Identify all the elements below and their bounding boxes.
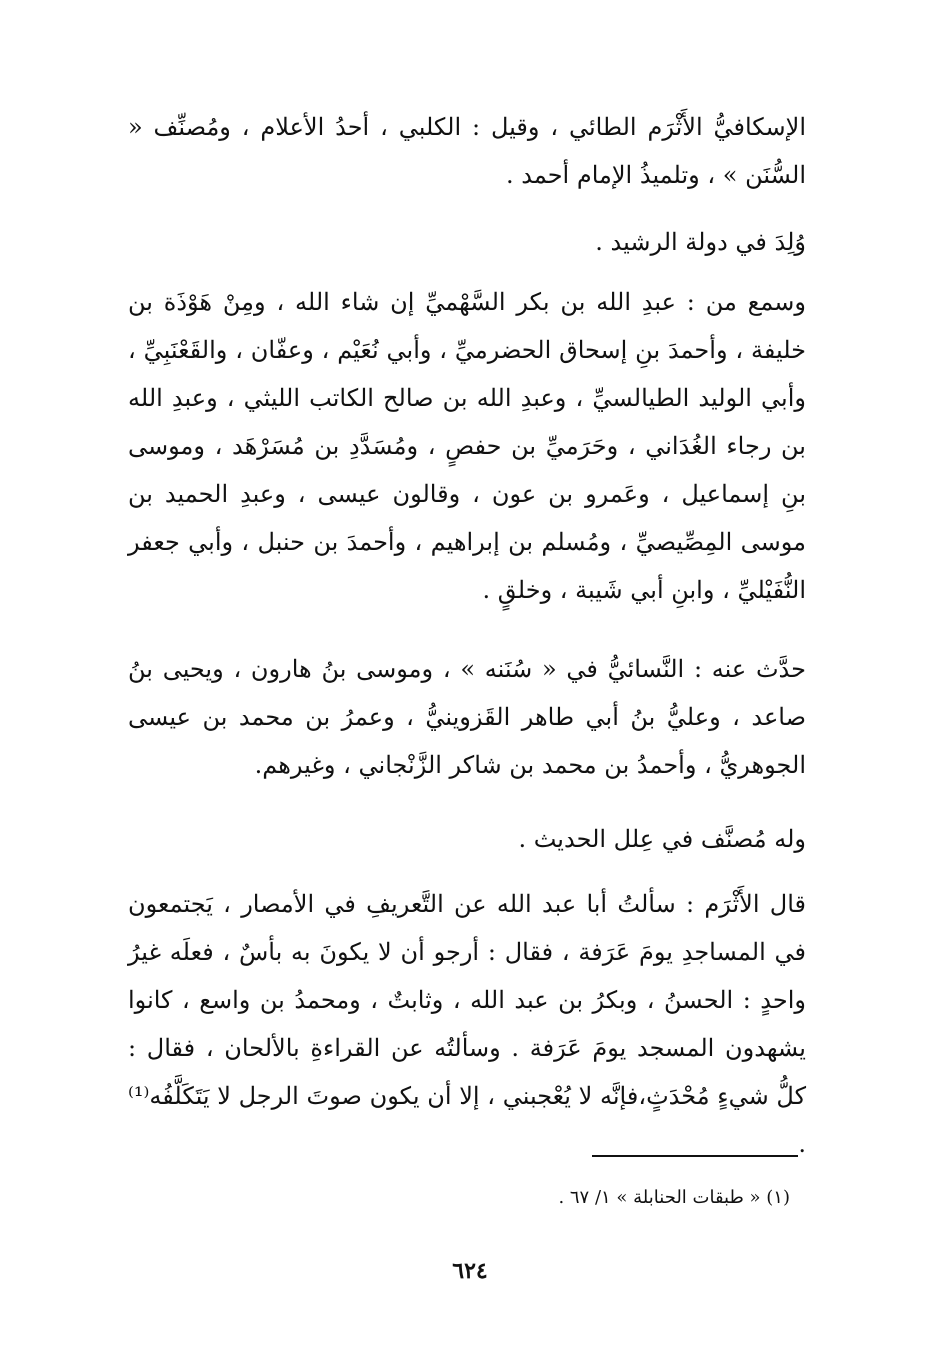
paragraph-teachers: وسمع من : عبدِ الله بن بكر السَّهْميِّ إن شاء الله ، ومِنْ هَوْذَة بن خليفة ، وأحمدَ بنِ إسحاق الحضرميِّ ، وأبي نُعَيْم ، وعفّان ، والقَعْنَبِيِّ ، وأبي الوليد الطيالسيِّ ، وعبدِ الله بن صالح الكاتب الليثي ، وعبدِ الله بن رجاء الغُدَاني ، وحَرَميِّ بن حفصٍ ، ومُسَدَّدِ بن مُسَرْهَد ، وموسى بنِ إسماعيل ، وعَمرو بن عون ، وقالون عيسى ، وعبدِ الحميد بن موسى المِصِّيصيِّ ، ومُسلم بن إبراهيم ، وأحمدَ بن حنبل ، وأبي جعفر النُّفَيْليِّ ، وابنِ أبي شَيبة ، وخلقٍ . <box>128 288 806 604</box>
paragraph-quote: قال الأَثْرَم : سألتُ أبا عبد الله عن التَّعريفِ في الأمصار ، يَجتمعون في المساجدِ يومَ عَرَفة ، فقال : أرجو أن لا يكونَ به بأسٌ ، فعلَه غيرُ واحدٍ : الحسنُ ، وبكرُ بن عبد الله ، وثابتٌ ، ومحمدُ بن واسع ، كانوا يشهدون المسجد يومَ عَرَفة . وسألتُه عن القراءةِ بالألحان ، فقال : كلُّ شيءٍ مُحْدَثٍ،فإنَّه لا يُعْجبني ، إلا أن يكون صوتَ الرجل لا يَتَكَلَّفُه⁽¹⁾ . <box>128 890 806 1158</box>
paragraph-students: حدَّث عنه : النَّسائيُّ في « سُنَنه » ، وموسى بنُ هارون ، ويحيى بنُ صاعد ، وعليُّ بنُ أبي طاهر القَزوينيُّ ، وعمرُ بن محمد بن عيسى الجوهريُّ ، وأحمدُ بن محمد بن شاكر الزَّنْجاني ، وغيرهم. <box>128 655 806 779</box>
footnote-divider <box>592 1155 798 1157</box>
page-number: ٦٢٤ <box>452 1258 488 1284</box>
paragraph-birth: وُلِدَ في دولة الرشيد . <box>595 228 806 256</box>
footnote: (١) « طبقات الحنابلة » ١/ ٦٧ . <box>558 1187 790 1208</box>
paragraph-works: وله مُصنَّف في عِلل الحديث . <box>518 825 806 853</box>
paragraph-biography-intro: الإسكافيُّ الأَثْرَم الطائي ، وقيل : الكلبي ، أحدُ الأعلام ، ومُصنِّف « السُّنَن » ، وتلميذُ الإمام أحمد . <box>128 113 806 189</box>
